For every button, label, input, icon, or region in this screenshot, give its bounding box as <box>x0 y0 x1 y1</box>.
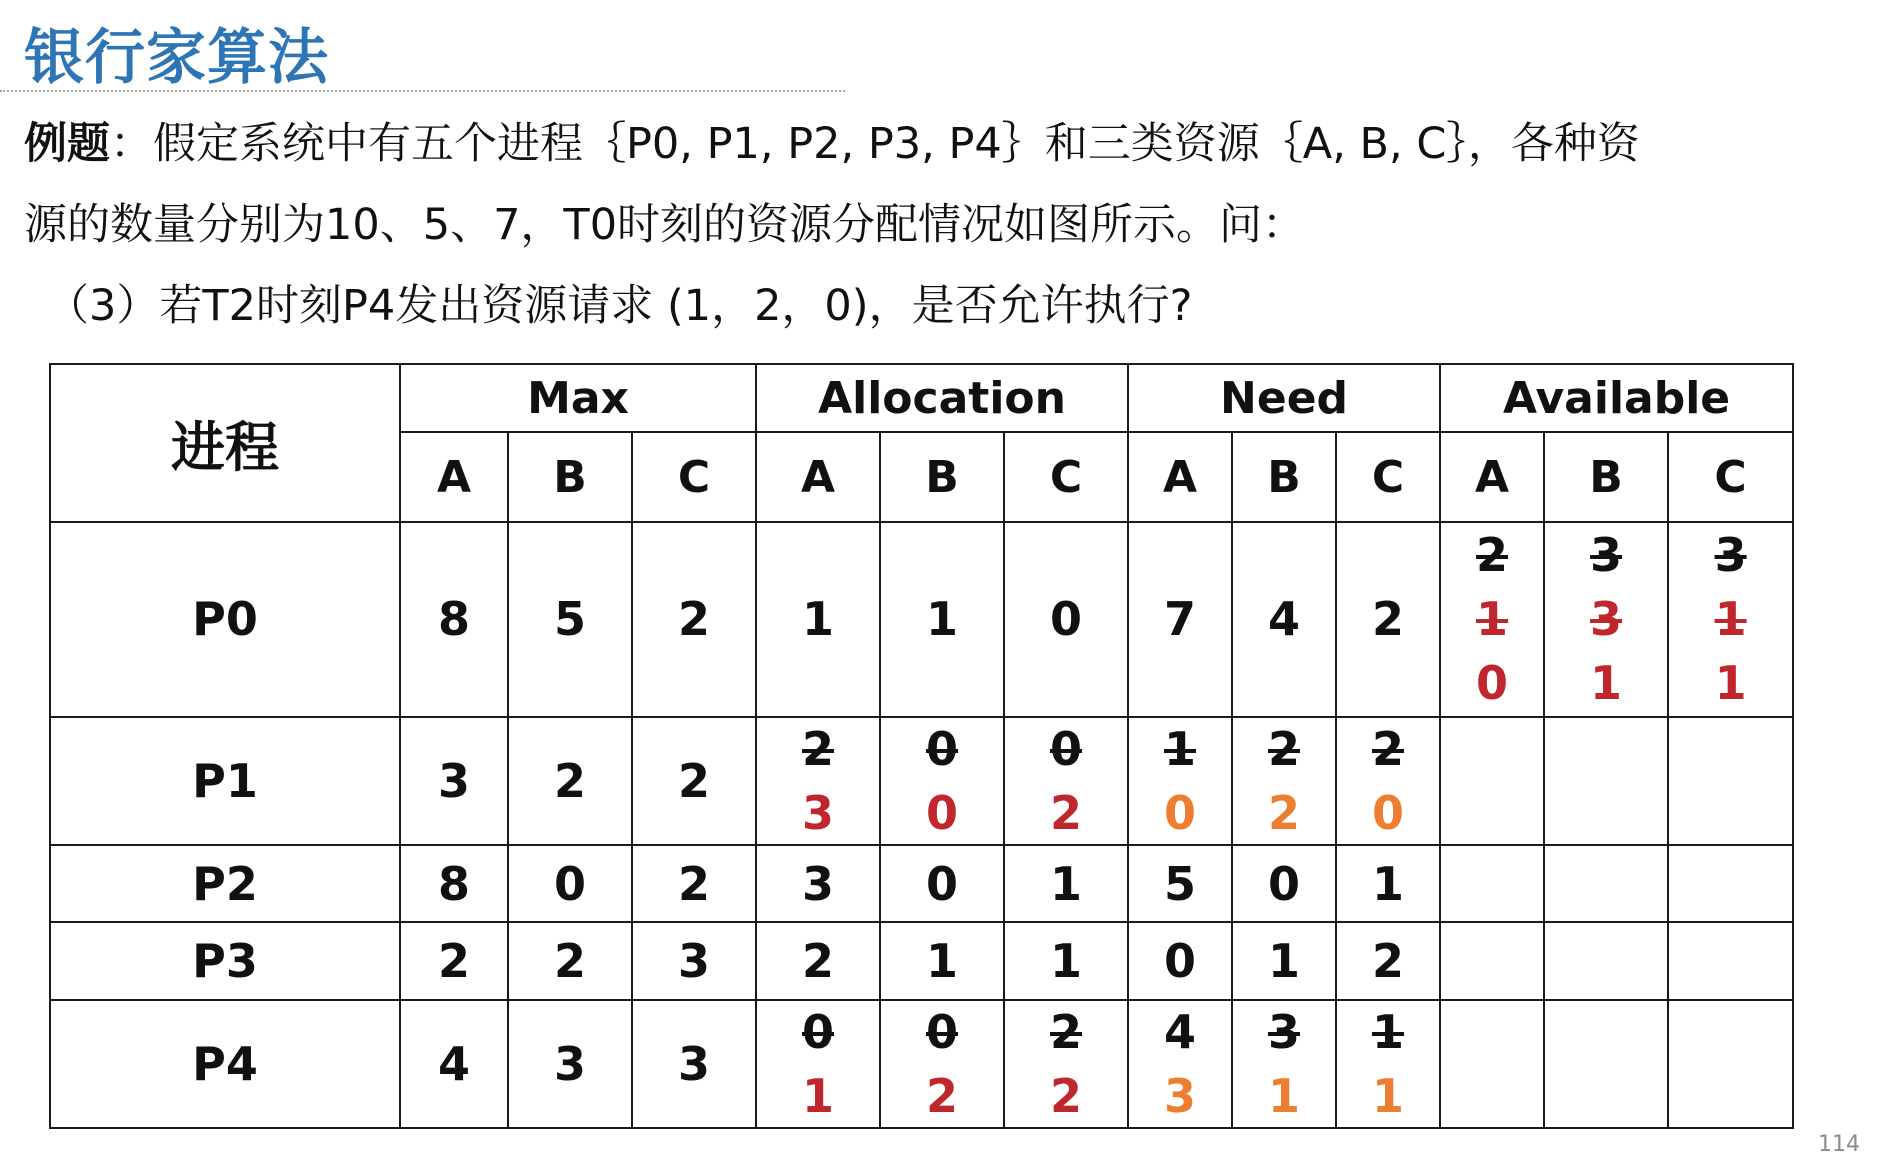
resource-c-header: C <box>1668 432 1793 522</box>
need-c-cell: 2 <box>1336 922 1440 999</box>
value-history <box>1129 721 1231 841</box>
slide-title: 银行家算法 <box>24 23 329 93</box>
process-header: 进程 <box>50 364 400 522</box>
struck-value: 0 <box>802 1004 835 1059</box>
need-c-cell: 1 <box>1336 845 1440 922</box>
struck-value: 0 <box>926 1004 959 1059</box>
struck-value: 1 <box>1164 721 1197 776</box>
allocation-c-cell <box>1004 1000 1128 1128</box>
question-line: （3）若T2时刻P4发出资源请求 (1，2，0)，是否允许执行? <box>46 281 1193 331</box>
process-name-cell: P3 <box>50 922 400 999</box>
value-history <box>1005 721 1127 841</box>
available-c-cell <box>1668 922 1793 999</box>
current-value: 3 <box>802 785 835 840</box>
max-a-cell: 8 <box>400 845 508 922</box>
need-header: Need <box>1128 364 1440 432</box>
max-c-cell: 2 <box>632 845 756 922</box>
current-value: 1 <box>802 1068 835 1123</box>
max-b-cell: 5 <box>508 522 632 717</box>
current-value: 3 <box>1164 1068 1197 1123</box>
need-b-cell: 0 <box>1232 845 1336 922</box>
need-b-cell <box>1232 1000 1336 1128</box>
allocation-b-cell <box>880 1000 1004 1128</box>
title-divider <box>0 90 845 92</box>
max-a-cell: 4 <box>400 1000 508 1128</box>
value-history <box>881 721 1003 841</box>
process-name-cell: P4 <box>50 1000 400 1128</box>
available-a-cell <box>1440 522 1544 717</box>
process-row <box>50 1000 1793 1128</box>
allocation-c-cell: 0 <box>1004 522 1128 717</box>
value-history <box>1129 1004 1231 1124</box>
allocation-a-cell <box>756 1000 880 1128</box>
resource-c-header: C <box>632 432 756 522</box>
current-value: 2 <box>1050 1068 1083 1123</box>
value-history <box>1337 721 1439 841</box>
allocation-c-cell <box>1004 717 1128 845</box>
allocation-a-cell: 1 <box>756 522 880 717</box>
max-c-cell: 3 <box>632 1000 756 1128</box>
current-value: 2 <box>1268 785 1301 840</box>
table-body <box>50 522 1793 1128</box>
available-c-cell <box>1668 1000 1793 1128</box>
need-a-cell <box>1128 1000 1232 1128</box>
max-b-cell: 2 <box>508 717 632 845</box>
resource-c-header: C <box>1336 432 1440 522</box>
current-value: 0 <box>1372 785 1405 840</box>
resource-allocation-table <box>49 363 1794 1129</box>
max-b-cell: 0 <box>508 845 632 922</box>
struck-value: 3 <box>1590 528 1623 583</box>
current-value: 2 <box>1050 785 1083 840</box>
allocation-c-cell: 1 <box>1004 922 1128 999</box>
resource-b-header: B <box>1232 432 1336 522</box>
max-header: Max <box>400 364 756 432</box>
struck-value: 2 <box>1476 528 1509 583</box>
struck-value: 3 <box>1590 592 1623 647</box>
need-b-cell: 4 <box>1232 522 1336 717</box>
available-c-cell <box>1668 717 1793 845</box>
allocation-b-cell: 1 <box>880 522 1004 717</box>
group-header-row <box>50 364 1793 432</box>
struck-value: 2 <box>1050 1004 1083 1059</box>
need-c-cell <box>1336 717 1440 845</box>
need-a-cell: 5 <box>1128 845 1232 922</box>
resource-a-header: A <box>400 432 508 522</box>
current-value: 2 <box>926 1068 959 1123</box>
max-a-cell: 3 <box>400 717 508 845</box>
struck-value: 0 <box>1050 721 1083 776</box>
value-history <box>757 1004 879 1124</box>
value-history <box>1233 1004 1335 1124</box>
current-value: 0 <box>926 785 959 840</box>
struck-value: 3 <box>1268 1004 1301 1059</box>
max-a-cell: 2 <box>400 922 508 999</box>
max-b-cell: 3 <box>508 1000 632 1128</box>
current-value: 1 <box>1714 656 1747 711</box>
resource-c-header: C <box>1004 432 1128 522</box>
available-c-cell <box>1668 845 1793 922</box>
struck-value: 2 <box>1268 721 1301 776</box>
need-c-cell: 2 <box>1336 522 1440 717</box>
available-c-cell <box>1668 522 1793 717</box>
allocation-header: Allocation <box>756 364 1128 432</box>
available-a-cell <box>1440 922 1544 999</box>
current-value: 1 <box>1590 656 1623 711</box>
allocation-b-cell: 1 <box>880 922 1004 999</box>
problem-text-1: ：假定系统中有五个进程｛P0, P1, P2, P3, P4｝和三类资源｛A, B, C｝，各种资 <box>110 119 1640 169</box>
allocation-c-cell: 1 <box>1004 845 1128 922</box>
available-a-cell <box>1440 1000 1544 1128</box>
struck-value: 2 <box>802 721 835 776</box>
need-b-cell <box>1232 717 1336 845</box>
process-name-cell: P2 <box>50 845 400 922</box>
available-b-cell <box>1544 522 1668 717</box>
process-name-cell: P1 <box>50 717 400 845</box>
value-history <box>757 721 879 841</box>
current-value: 4 <box>1164 1004 1197 1059</box>
page-number: 114 <box>1818 1132 1860 1157</box>
current-value: 1 <box>1372 1068 1405 1123</box>
available-b-cell <box>1544 717 1668 845</box>
value-history <box>1337 1004 1439 1124</box>
process-name-cell: P0 <box>50 522 400 717</box>
need-a-cell: 7 <box>1128 522 1232 717</box>
allocation-b-cell <box>880 717 1004 845</box>
need-a-cell: 0 <box>1128 922 1232 999</box>
allocation-a-cell: 3 <box>756 845 880 922</box>
max-b-cell: 2 <box>508 922 632 999</box>
allocation-a-cell <box>756 717 880 845</box>
resource-b-header: B <box>1544 432 1668 522</box>
max-c-cell: 2 <box>632 522 756 717</box>
struck-value: 2 <box>1372 721 1405 776</box>
resource-b-header: B <box>880 432 1004 522</box>
problem-line-1 <box>24 110 1640 171</box>
value-history <box>1669 527 1792 711</box>
need-c-cell <box>1336 1000 1440 1128</box>
resource-a-header: A <box>1440 432 1544 522</box>
available-header: Available <box>1440 364 1793 432</box>
struck-value: 3 <box>1714 528 1747 583</box>
process-row <box>50 522 1793 717</box>
current-value: 0 <box>1164 785 1197 840</box>
allocation-b-cell: 0 <box>880 845 1004 922</box>
value-history <box>1005 1004 1127 1124</box>
allocation-a-cell: 2 <box>756 922 880 999</box>
value-history <box>881 1004 1003 1124</box>
value-history <box>1441 527 1543 711</box>
current-value: 1 <box>1268 1068 1301 1123</box>
problem-line-2: 源的数量分别为10、5、7，T0时刻的资源分配情况如图所示。问： <box>24 200 1306 250</box>
value-history <box>1545 527 1667 711</box>
current-value: 0 <box>1476 656 1509 711</box>
process-row <box>50 845 1793 922</box>
struck-value: 1 <box>1372 1004 1405 1059</box>
available-b-cell <box>1544 1000 1668 1128</box>
process-row <box>50 717 1793 845</box>
resource-b-header: B <box>508 432 632 522</box>
process-row <box>50 922 1793 999</box>
struck-value: 0 <box>926 721 959 776</box>
available-a-cell <box>1440 717 1544 845</box>
max-c-cell: 3 <box>632 922 756 999</box>
max-a-cell: 8 <box>400 522 508 717</box>
max-c-cell: 2 <box>632 717 756 845</box>
value-history <box>1233 721 1335 841</box>
available-a-cell <box>1440 845 1544 922</box>
resource-a-header: A <box>756 432 880 522</box>
resource-a-header: A <box>1128 432 1232 522</box>
problem-lead: 例题 <box>24 119 110 169</box>
need-a-cell <box>1128 717 1232 845</box>
struck-value: 1 <box>1476 592 1509 647</box>
available-b-cell <box>1544 922 1668 999</box>
need-b-cell: 1 <box>1232 922 1336 999</box>
available-b-cell <box>1544 845 1668 922</box>
struck-value: 1 <box>1714 592 1747 647</box>
